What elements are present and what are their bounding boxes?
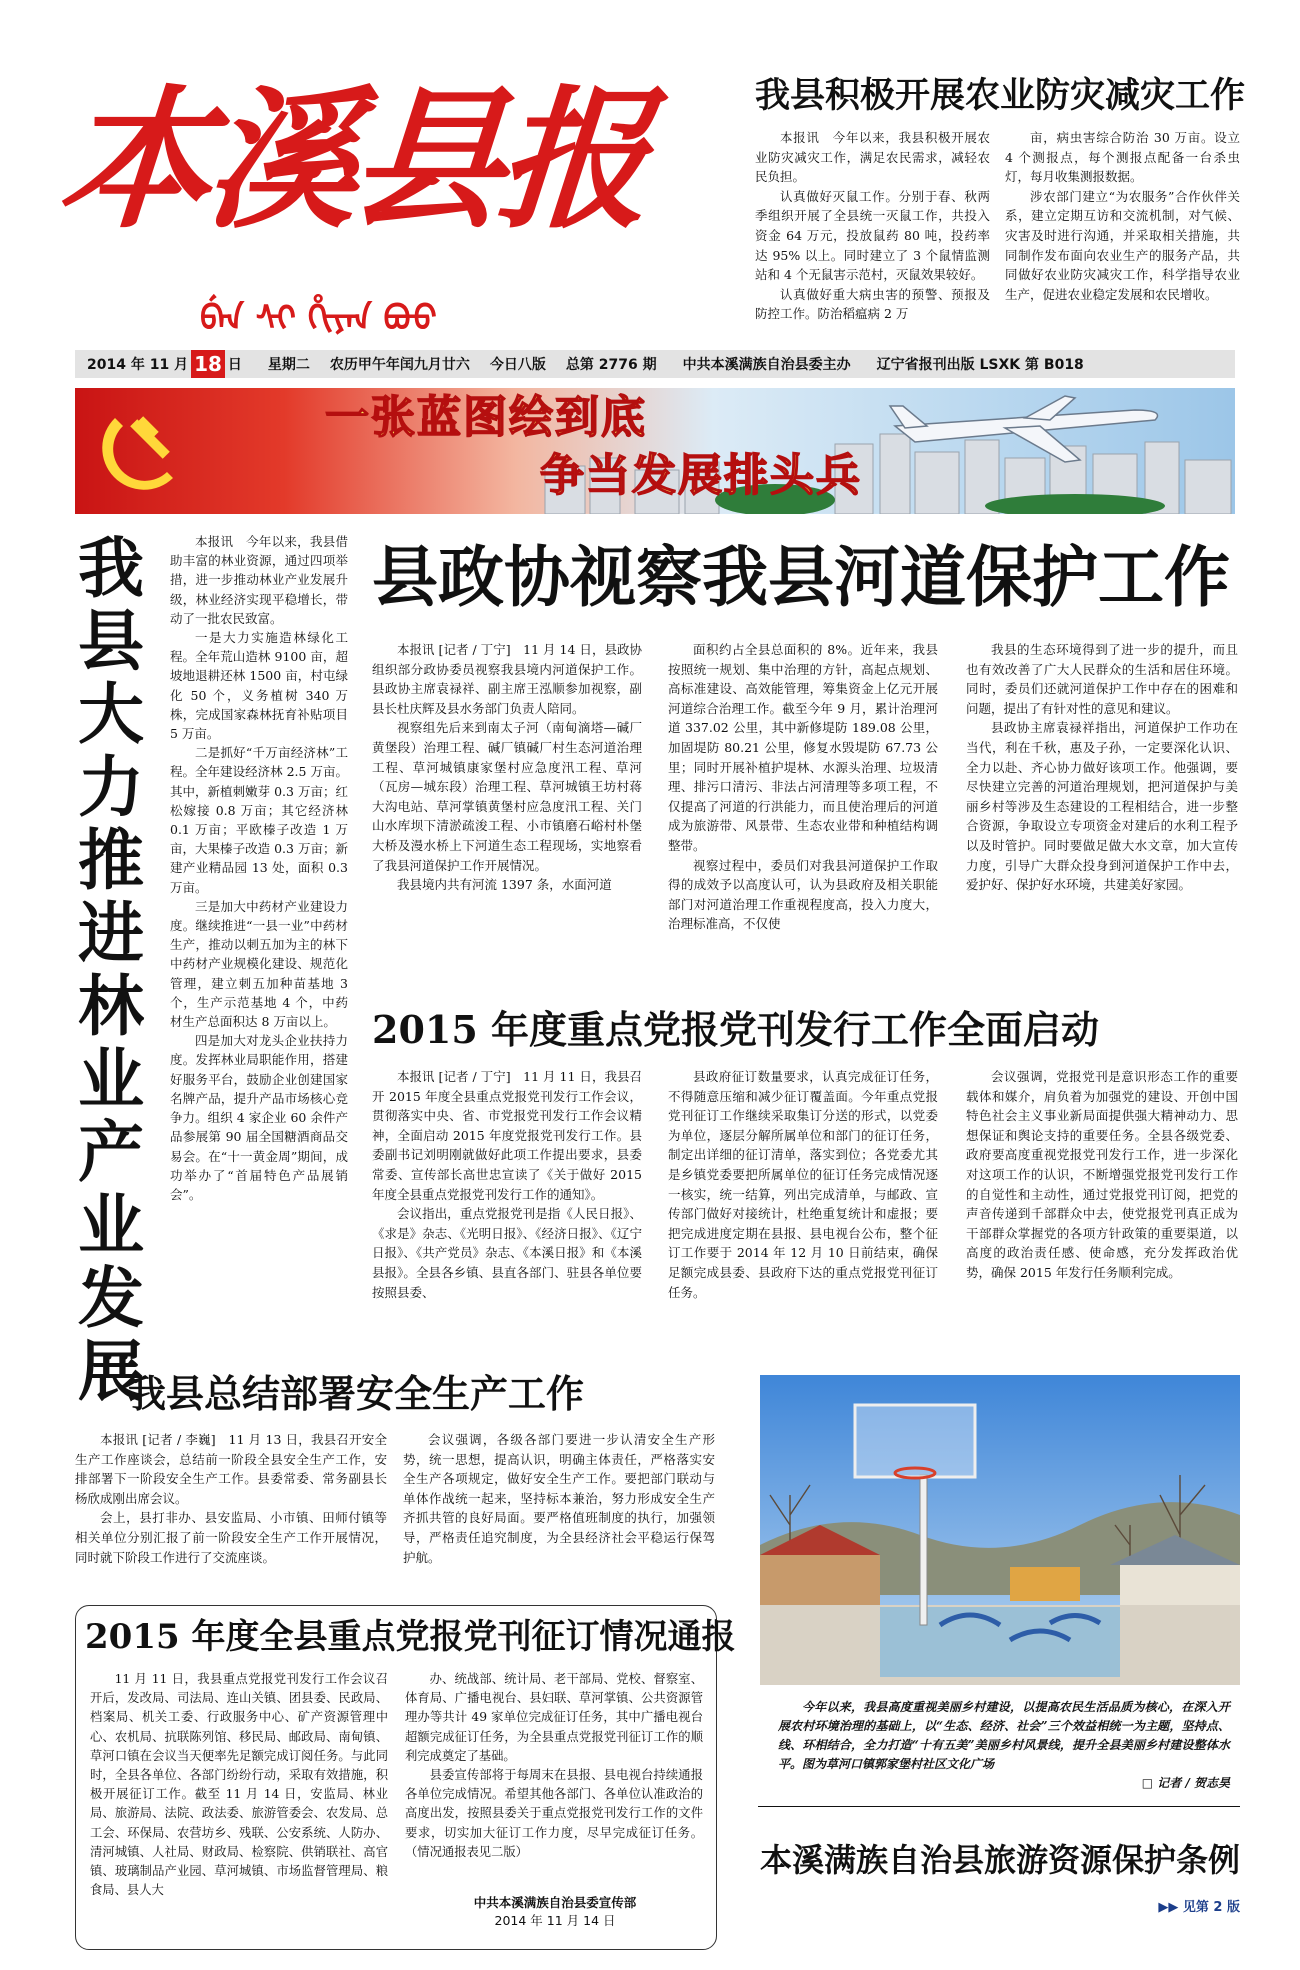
- article-paragraph: 本报讯 [记者 / 丁宁] 11 月 14 日，县政协组织部分政协委员视察我县境内河道保护工作。县政协主席袁禄祥、副主席王泓顺参加视察，副县长杜庆辉及县水务部门负责人陪同。: [372, 642, 642, 716]
- article-paragraph: 一是大力实施造林绿化工程。全年荒山造林 9100 亩，超坡地退耕还林 1500 亩，村屯绿化 50 个，义务植树 340 万株，完成国家森林抚育补贴项目 5 万亩。: [170, 630, 348, 742]
- safety-col-1: [75, 1430, 387, 1580]
- notice-date: 2014 年 11 月 14 日: [494, 1913, 616, 1928]
- party-press-col-1: [372, 1067, 642, 1325]
- article-paragraph: 本报讯 今年以来，我县借助丰富的林业资源，通过四项举措，进一步推动林业产业发展升级，林业经济实现平稳增长，带动了一批农民致富。: [170, 534, 348, 626]
- divider: [758, 1806, 1240, 1807]
- headline-regulation: 本溪满族自治县旅游资源保护条例: [760, 1841, 1241, 1879]
- river-col-2: [668, 640, 938, 940]
- river-col-1: [372, 640, 642, 940]
- hammer-sickle-icon: [102, 416, 173, 489]
- article-paragraph: 11 月 11 日，我县重点党报党刊发行工作会议召开后，发改局、司法局、连山关镇、团县委、民政局、档案局、机关工委、行政服务中心、矿产资源管理中心、农机局、抗联陈列馆、移民局、邮政局、南甸镇、草河口镇在会议当天便率先足额完成订阅任务。与此同时，全县各单位、各部门纷纷行动，采取有效措施，积极开展征订工作。截至 11 月 14 日，安监局、林业局、旅游局、法院、政法委、旅游管委会、农发局、总工会、环保局、农营坊乡、残联、公安系统、人防办、清河城镇、人社局、财政局、检察院、供销联社、高官镇、玻璃制品产业园、草河城镇、市场监督管理局、粮食局、县人大: [90, 1672, 388, 1898]
- article-paragraph: 视察组先后来到南太子河（南甸滴塔—碱厂黄堡段）治理工程、碱厂镇碱厂村生态河道治理工程、草河城镇康家堡村应急度汛工程、草河（瓦房—城东段）治理工程、草河城镇王坊村蒋大沟电站、草河掌镇黄堡村应急度汛工程、关门山水库坝下清淤疏浚工程、小市镇磨石峪村朴堡大桥及漫水桥上下河道生态工程现场，实地察看了我县河道保护工作开展情况。: [372, 720, 642, 873]
- date-day: 18: [191, 350, 225, 378]
- article-paragraph: 本报讯 [记者 / 李巍] 11 月 13 日，我县召开安全生产工作座谈会，总结前一阶段全县安全生产工作，安排部署下一阶段安全生产工作。县委常委、常务副县长杨欣成刚出席会议。: [75, 1432, 387, 1506]
- date-prefix: 2014 年 11 月: [87, 357, 189, 373]
- party-press-col-2: [668, 1067, 938, 1325]
- article-paragraph: 本报讯 [记者 / 丁宁] 11 月 11 日，我县召开 2015 年度全县重点党报党刊发行工作会议，贯彻落实中央、省、市党报党刊发行工作会议精神，全面启动 2015 年度党报党刊发行工作。县委副书记刘明刚就做好此项工作提出要求，县委常委、宣传部长高世忠宣读了《关于做好 2015 年度全县重点党报党刊发行工作的通知》。: [372, 1069, 642, 1202]
- publisher: 中共本溪满族自治县委主办: [682, 357, 851, 373]
- article-paragraph: 本报讯 今年以来，我县积极开展农业防灾减灾工作，满足农民需求，减轻农民负担。: [755, 130, 990, 185]
- article-paragraph: 办、统战部、统计局、老干部局、党校、督察室、体育局、广播电视台、县妇联、草河掌镇、公共资源管理办等共计 49 家单位完成征订任务，其中广播电视台超额完成征订任务，为全县重点党报党刊征订工作的顺利完成奠定了基础。: [405, 1672, 703, 1763]
- notice-signature: 中共本溪满族自治县委宣传部: [473, 1895, 637, 1910]
- safety-col-2: [403, 1430, 715, 1580]
- page-count: 今日八版: [489, 357, 546, 373]
- article-paragraph: 认真做好灭鼠工作。分别于春、秋两季组织开展了全县统一灭鼠工作，共投入资金 64 万元，投放鼠药 80 吨，投药率达 95% 以上。同时建立了 3 个鼠情监测站和 4 个无鼠害示范村，灭鼠效果较好。: [755, 188, 990, 283]
- headline-agriculture: 我县积极开展农业防灾减灾工作: [755, 76, 1246, 116]
- banner-slogan-line-2: 争当发展排头兵: [540, 450, 862, 501]
- lunar-date: 农历甲午年闰九月廿六: [329, 357, 470, 373]
- headline-safety: 我县总结部署安全生产工作: [128, 1371, 585, 1416]
- article-paragraph: 县政府征订数量要求，认真完成征订任务，不得随意压缩和减少征订覆盖面。今年重点党报党刊征订工作继续采取集订分送的形式，以党委为单位，逐层分解所属单位和部门的征订任务，制定出详细的征订清单，落实到位；各党委尤其是乡镇党委要把所属单位的征订任务完成情况逐一核实，统一结算，列出完成清单，与邮政、宣传部门做好对接统计，杜绝重复统计和虚报；要把完成进度定期在县报、县电视台公布，整个征订工作要于 2014 年 12 月 10 日前结束，确保足额完成县委、县政府下达的重点党报党刊征订任务。: [668, 1069, 938, 1300]
- agriculture-col-1: [755, 128, 990, 340]
- article-paragraph: 二是抓好“千万亩经济林”工程。全年建设经济林 2.5 万亩。其中，新植刺嫩芽 0.3 万亩；红松嫁接 0.8 万亩；其它经济林 0.1 万亩；平欧榛子改造 1 万亩，大果榛子改造 0.3 万亩；新建产业精品园 13 处，面积 0.3 万亩。: [170, 745, 348, 895]
- license-number: 辽宁省报刊出版 LSXK 第 B018: [876, 357, 1084, 373]
- headline-river: 县政协视察我县河道保护工作: [372, 539, 1230, 616]
- article-paragraph: 会上，县打非办、县安监局、小市镇、田师付镇等相关单位分别汇报了前一阶段安全生产工作开展情况，同时就下阶段工作进行了交流座谈。: [75, 1510, 387, 1565]
- article-paragraph: 视察过程中，委员们对我县河道保护工作取得的成效予以高度认可，认为县政府及相关职能部门对河道治理工作重视程度高，投入力度大，治理标准高，不仅使: [668, 857, 938, 932]
- article-paragraph: 认真做好重大病虫害的预警、预报及防控工作。防治稻瘟病 2 万: [755, 286, 990, 322]
- photo-caption: 今年以来，我县高度重视美丽乡村建设，以提高农民生活品质为核心，在深入开展农村环境治理的基础上，以“生态、经济、社会”三个效益相统一为主题，坚持点、线、环相结合，全力打造“十有五美”美丽乡村风景线，提升全县美丽乡村建设整体水平。图为草河口镇郭家堡村社区文化广场: [778, 1700, 1230, 1771]
- agriculture-col-2: [1005, 128, 1240, 340]
- photo-credit: □ 记者 / 贺志昊: [1141, 1776, 1230, 1790]
- article-paragraph: 四是加大对龙头企业扶持力度。发挥林业局职能作用，搭建好服务平台，鼓励企业创建国家名牌产品，提升产品市场核心竞争力。组织 4 家企业 60 余件产品参展第 90 届全国糖酒商品交易会。在“十一黄金周”期间，成功举办了“首届特色产品展销会”。: [170, 1033, 348, 1202]
- slogan-banner: [75, 388, 1235, 514]
- article-paragraph: 我县境内共有河流 1397 条，水面河道: [397, 877, 612, 893]
- article-paragraph: 县委宣传部将于每周末在县报、县电视台持续通报各单位完成情况。希望其他各部门、各单位认准政治的高度出发，按照县委关于重点党报党刊发行工作的文件要求，切实加大征订工作力度，尽早完成征订任务。（情况通报表见二版）: [405, 1768, 703, 1859]
- notice-col-1: [90, 1670, 388, 1942]
- article-paragraph: 我县的生态环境得到了进一步的提升，而且也有效改善了广大人民群众的生活和居住环境。同时，委员们还就河道保护工作中存在的困难和问题，提出了有针对性的意见和建议。: [966, 642, 1238, 716]
- masthead-title: 本溪县报: [53, 70, 651, 249]
- party-press-col-3: [966, 1067, 1238, 1325]
- article-paragraph: 会议强调，各级各部门要进一步认清安全生产形势，统一思想，提高认识，明确主体责任，严格落实安全生产各项规定，做好安全生产工作。要把部门联动与单体作战统一起来，坚持标本兼治，努力形成安全生产齐抓共管的良好局面。要严格值班制度的执行，加强领导，严格责任追究制度，为全县经济社会平稳运行保驾护航。: [403, 1432, 715, 1565]
- headline-forestry: 我县大力推进林业产业发展: [78, 530, 144, 1410]
- article-paragraph: 涉农部门建立“为农服务”合作伙伴关系，建立定期互访和交流机制，对气候、灾害及时进行沟通，并采取相关措施，共同制作发布面向农业生产的服务产品，共同做好农业防灾减灾工作，科学指导农业生产，促进农业稳定发展和农民增收。: [1005, 188, 1240, 302]
- river-col-3: [966, 640, 1238, 940]
- forestry-body: [170, 532, 348, 1332]
- article-paragraph: 面积约占全县总面积的 8%。近年来，我县按照统一规划、集中治理的方针，高起点规划、高标准建设、高效能管理，筹集资金上亿元开展河道综合治理工作。截至今年 9 月，累计治理河道 337.02 公里，其中新修堤防 189.08 公里，加固堤防 80.21 公里，修复水毁堤防 67.73 公里；同时开展补植护堤林、水源头治理、垃圾清理、排污口清污、非法占河清理等多项工程，不仅提高了河道的行洪能力，而且使治理后的河道成为旅游带、风景带、生态农业带和种植结构调整带。: [668, 642, 938, 853]
- article-paragraph: 会议强调，党报党刊是意识形态工作的重要载体和媒介，肩负着为加强党的建设、开创中国特色社会主义事业新局面提供强大精神动力、思想保证和舆论支持的重要任务。全县各级党委、政府要高度重视党报党刊发行工作，进一步深化对这项工作的认识，不断增强党报党刊发行工作的自觉性和主动性，通过党报党刊订阅，把党的声音传递到千部群众中去，使党报党刊真正成为干部群众掌握党的各项方针政策的重要渠道，以高度的政治责任感、使命感，充分发挥政治优势，确保 2015 年发行任务顺利完成。: [966, 1069, 1238, 1280]
- article-paragraph: 亩，病虫害综合防治 30 万亩。设立 4 个测报点，每个测报点配备一台杀虫灯，每月收集测报数据。: [1005, 130, 1240, 185]
- article-paragraph: 会议指出，重点党报党刊是指《人民日报》、《求是》杂志、《光明日报》、《经济日报》、《辽宁日报》、《共产党员》杂志、《本溪日报》和《本溪县报》。全县各乡镇、县直各部门、驻县各单位要按照县委、: [372, 1206, 642, 1300]
- weekday: 星期二: [267, 357, 310, 373]
- headline-notice: 2015 年度全县重点党报党刊征订情况通报: [85, 1617, 736, 1657]
- continued-link[interactable]: ▶▶ 见第 2 版: [1158, 1900, 1240, 1915]
- dateline-bar: [75, 350, 1235, 378]
- masthead-manchu-script: ᠪᡝᠨ ᠰᡳ ᡥᡳᠶᠠᠨ ᠪᠣᠣ: [200, 299, 437, 339]
- issue-number: 总第 2776 期: [565, 357, 657, 373]
- article-paragraph: 县政协主席袁禄祥指出，河道保护工作功在当代，利在千秋，惠及子孙，一定要深化认识、全力以赴、齐心协力做好该项工作。他强调，要尽快建立完善的河道治理规划，把河道保护与美丽乡村等涉及生态建设的工程相结合，进一步整合资源，争取设立专项资金对建后的水利工程予以及时管护。同时要做足做大水文章，加大宣传力度，引导广大群众投身到河道保护工作中去，爱护好、保护好水环境，共建美好家园。: [966, 720, 1238, 893]
- date-suffix: 日: [227, 357, 242, 373]
- headline-party-press: 2015 年度重点党报党刊发行工作全面启动: [372, 1007, 1099, 1052]
- photo-scene: [760, 1375, 1240, 1685]
- notice-col-2: [405, 1670, 703, 1870]
- article-paragraph: 三是加大中药材产业建设力度。继续推进“一县一业”中药材生产，推动以刺五加为主的林下中药材产业规模化建设、规范化管理，建立刺五加种苗基地 3 个，生产示范基地 4 个，中药材生产总面积达 8 万亩以上。: [170, 898, 348, 1030]
- banner-slogan-line-1: 一张蓝图绘到底: [325, 392, 647, 443]
- photo-basketball-court: [760, 1375, 1240, 1685]
